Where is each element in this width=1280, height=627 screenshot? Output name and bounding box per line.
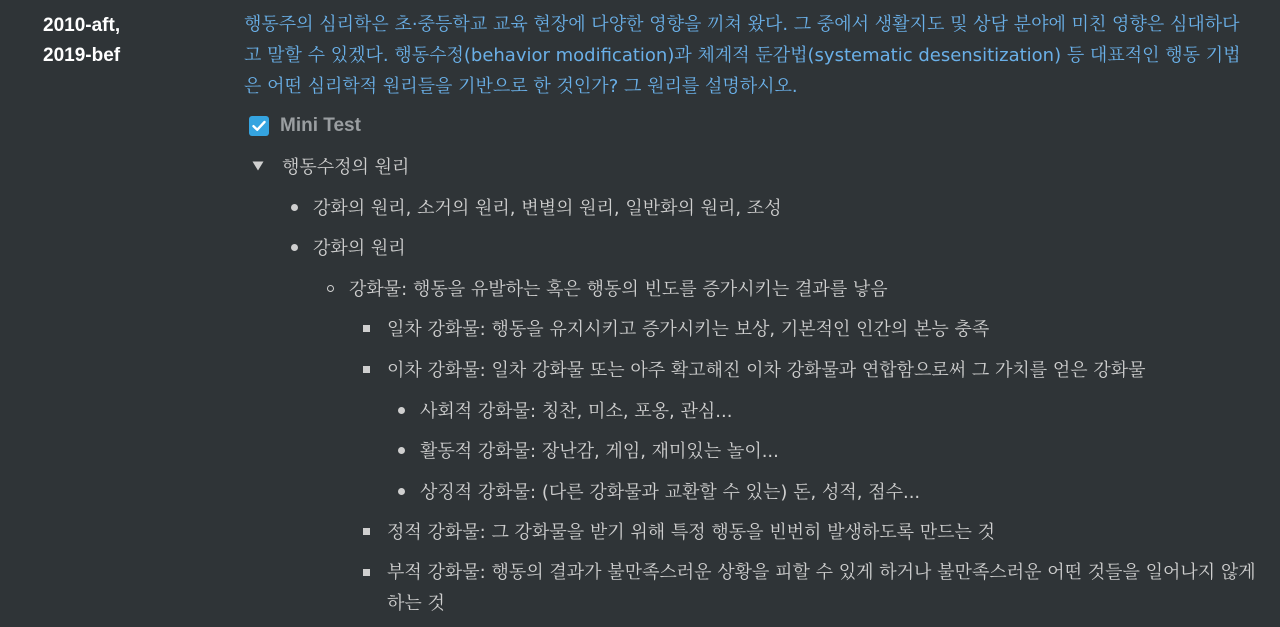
bullet-dot-icon (291, 244, 298, 251)
list-item (363, 354, 1146, 384)
bullet-square-icon (363, 366, 370, 373)
year-line-1: 2010-aft, (43, 15, 121, 36)
list-item-text: 활동적 강화물: 장난감, 게임, 재미있는 놀이... (420, 441, 779, 462)
toggle-block[interactable] (251, 151, 409, 181)
toggle-label: 행동수정의 원리 (282, 157, 410, 178)
list-item (291, 192, 782, 222)
bullet-circle-icon (327, 285, 334, 292)
bullet-square-icon (363, 325, 370, 332)
list-item (291, 232, 406, 262)
list-item-text: 부적 강화물: 행동의 결과가 불만족스러운 상황을 피할 수 있게 하거나 불만족스러운 어떤 것들을 일어나지 않게 하는 것 (387, 562, 1256, 614)
list-item (398, 395, 732, 425)
bullet-square-icon (363, 528, 370, 535)
list-item (327, 273, 888, 303)
list-item (398, 476, 920, 506)
bullet-dot-icon (398, 407, 405, 414)
list-item (363, 557, 1257, 619)
bullet-dot-icon (291, 204, 298, 211)
todo-item[interactable] (249, 111, 361, 141)
list-item-text: 강화물: 행동을 유발하는 혹은 행동의 빈도를 증가시키는 결과를 낳음 (349, 279, 888, 300)
list-item-text: 이차 강화물: 일차 강화물 또는 아주 확고해진 이차 강화물과 연합함으로써 그 가치를 얻은 강화물 (387, 360, 1146, 381)
list-item-text: 강화의 원리 (313, 238, 406, 259)
list-item-text: 강화의 원리, 소거의 원리, 변별의 원리, 일반화의 원리, 조성 (313, 198, 782, 219)
todo-label: Mini Test (280, 115, 361, 136)
checkbox-checked-icon[interactable] (249, 116, 269, 136)
list-item-text: 정적 강화물: 그 강화물을 받기 위해 특정 행동을 빈번히 발생하도록 만드는 것 (387, 522, 996, 543)
bullet-dot-icon (398, 488, 405, 495)
list-item (363, 516, 995, 546)
list-item-text: 일차 강화물: 행동을 유지시키고 증가시키는 보상, 기본적인 인간의 본능 충족 (387, 319, 990, 340)
question-text: 행동주의 심리학은 초·중등학교 교육 현장에 다양한 영향을 끼쳐 왔다. 그 중에서 생활지도 및 상담 분야에 미친 영향은 심대하다고 말할 수 있겠다. 행동수정(behavior modification)과 체계적 둔감법(systematic desensitization) 등 대표적인 행동 기법은 어떤 심리학적 원리들을 기반으로 한 것인가? 그 원리를 설명하시오. (244, 14, 1241, 97)
year-tag (43, 11, 120, 71)
triangle-down-icon[interactable] (251, 159, 265, 173)
list-item (398, 435, 779, 465)
year-line-2: 2019-bef (43, 45, 121, 66)
bullet-dot-icon (398, 447, 405, 454)
list-item (363, 313, 989, 343)
bullet-square-icon (363, 569, 370, 576)
list-item-text: 사회적 강화물: 칭찬, 미소, 포옹, 관심... (420, 401, 733, 422)
list-item-text: 상징적 강화물: (다른 강화물과 교환할 수 있는) 돈, 성적, 점수... (420, 482, 921, 503)
